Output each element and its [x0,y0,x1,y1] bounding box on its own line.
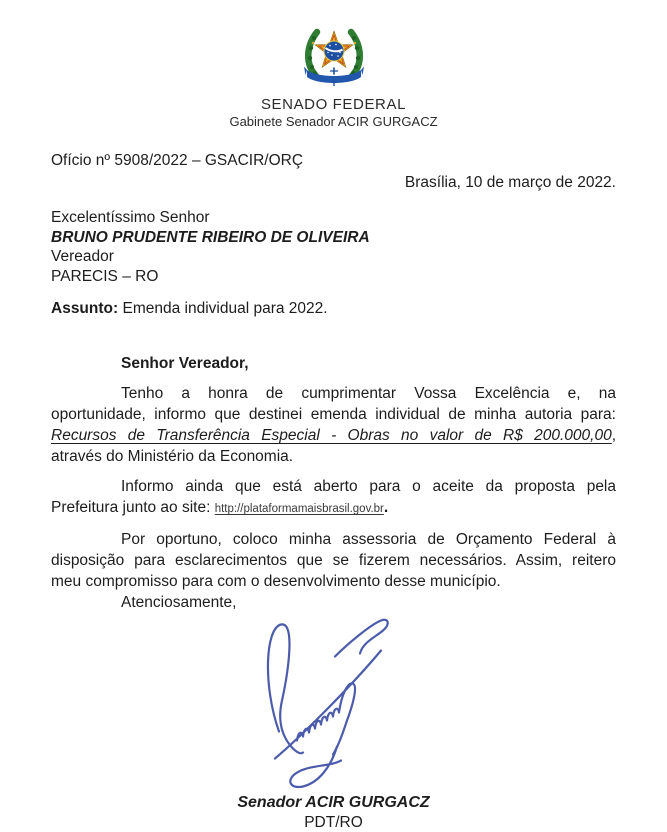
emphasis-transfer-amount: Recursos de Transferência Especial - Obras no valor de R$ 200.000,00 [51,427,612,444]
subject-label: Assunto: [51,300,119,317]
p2-line2 [51,497,616,520]
signer-party: PDT/RO [304,814,363,831]
greeting: Senhor Vereador, [121,355,249,372]
subject-line [51,299,616,319]
signer-name: Senador ACIR GURGACZ [237,794,430,811]
signature-area [51,615,616,793]
subject-text: Emenda individual para 2022. [118,300,328,317]
paragraph-3 [51,529,616,592]
reference-number: Ofício nº 5908/2022 – GSACIR/ORÇ [51,152,304,169]
signer-block [51,793,616,832]
p1-line4: através do Ministério da Economia. [51,448,294,465]
plataforma-mais-brasil-link[interactable]: http://plataformamaisbrasil.gov.br [214,503,384,515]
closing: Atenciosamente, [121,594,237,611]
recipient-salutation: Excelentíssimo Senhor [51,209,210,226]
p1-line3 [51,425,616,446]
p2-line2-tail: . [383,499,389,516]
paragraph-2 [51,476,616,520]
office-name: Gabinete Senador ACIR GURGACZ [229,114,438,129]
recipient-name: BRUNO PRUDENTE RIBEIRO DE OLIVEIRA [51,228,370,246]
p1-line2: oportunidade, informo que destinei emenda individual de minha autoria para: [51,406,616,423]
paragraph-1 [51,383,616,467]
recipient-city: PARECIS – RO [51,267,159,285]
p2-line1: Informo ainda que está aberto para o aceite da proposta pela [121,478,616,495]
p1-line3-tail: , [611,427,616,444]
handwritten-signature [251,615,396,793]
org-name: SENADO FEDERAL [260,96,407,113]
letter-body [51,353,616,613]
dateline: Brasília, 10 de março de 2022. [404,174,616,191]
letterhead [51,0,616,129]
p3-line1: Por oportuno, coloco minha assessoria de Orçamento Federal à [121,531,616,548]
recipient-role: Vereador [51,248,114,265]
p3-line2: disposição para esclarecimentos que se fizerem necessários. Assim, reitero [51,552,616,569]
p2-line2-prefix: Prefeitura junto ao site: [51,499,215,516]
brazil-coat-of-arms-icon [303,24,365,86]
p3-line3: meu compromisso para com o desenvolvimento desse município. [51,573,501,590]
recipient-block [51,208,616,286]
p1-line1: Tenho a honra de cumprimentar Vossa Excelência e, na [121,385,616,402]
